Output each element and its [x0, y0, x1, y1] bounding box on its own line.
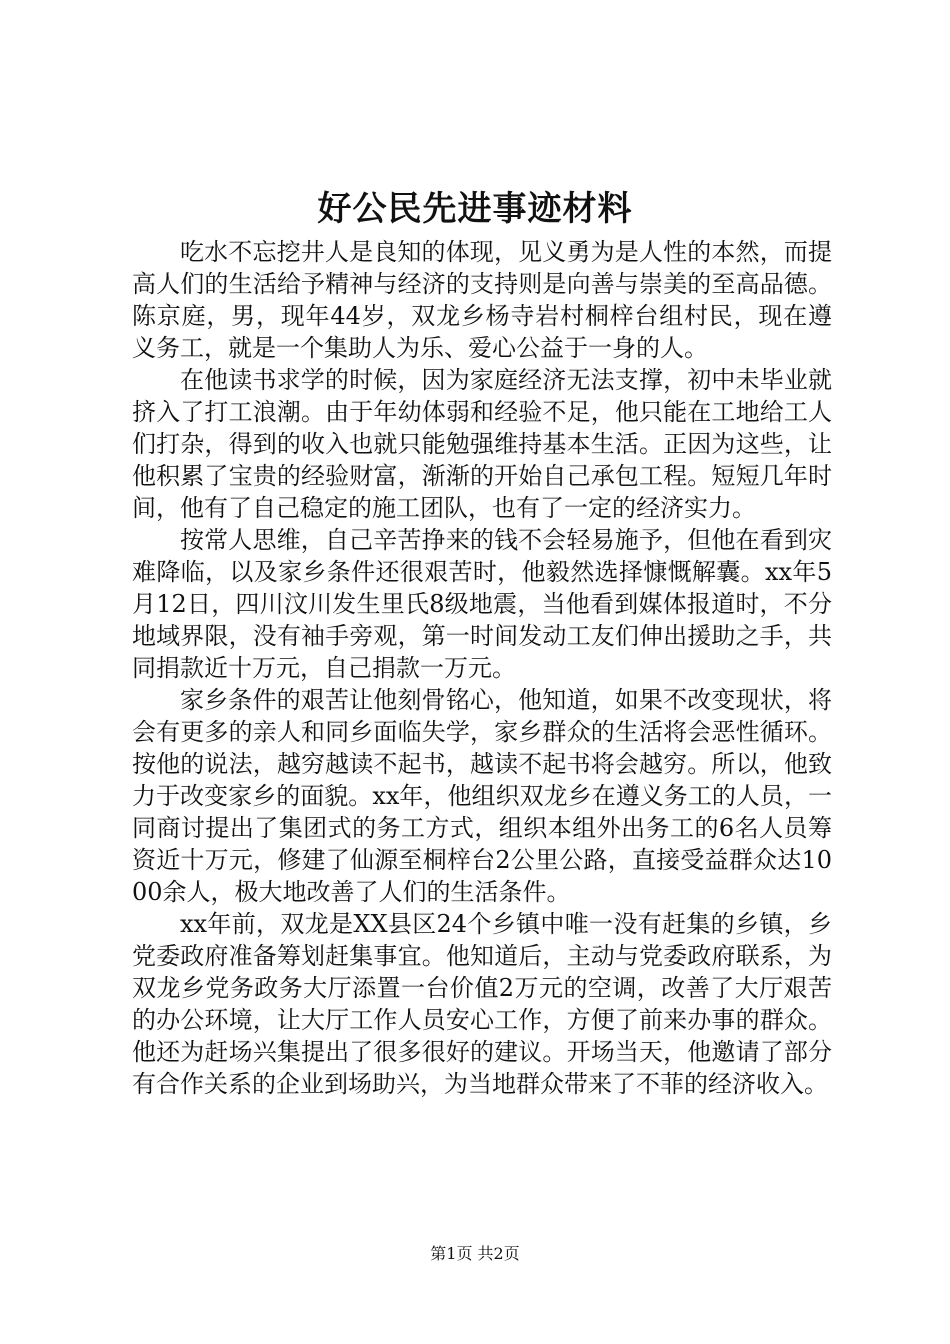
- paragraph: 吃水不忘挖井人是良知的体现，见义勇为是人性的本然，而提高人们的生活给予精神与经济的支持则是向善与崇美的至高品德。陈京庭，男，现年44岁，双龙乡杨寺岩村桐梓台组村民，现在遵义务工，就是一个集助人为乐、爱心公益于一身的人。: [132, 238, 832, 362]
- paragraph: 按常人思维，自己辛苦挣来的钱不会轻易施予，但他在看到灾难降临，以及家乡条件还很艰苦时，他毅然选择慷慨解囊。xx年5月12日，四川汶川发生里氏8级地震，当他看到媒体报道时，不分地域界限，没有袖手旁观，第一时间发动工友们伸出援助之手，共同捐款近十万元，自己捐款一万元。: [132, 526, 832, 682]
- paragraph: 在他读书求学的时候，因为家庭经济无法支撑，初中未毕业就挤入了打工浪潮。由于年幼体弱和经验不足，他只能在工地给工人们打杂，得到的收入也就只能勉强维持基本生活。正因为这些，让他积累了宝贵的经验财富，渐渐的开始自己承包工程。短短几年时间，他有了自己稳定的施工团队，也有了一定的经济实力。: [132, 366, 832, 522]
- paragraph: xx年前，双龙是XX县区24个乡镇中唯一没有赶集的乡镇，乡党委政府准备筹划赶集事宜。他知道后，主动与党委政府联系，为双龙乡党务政务大厅添置一台价值2万元的空调，改善了大厅艰苦的办公环境，让大厅工作人员安心工作，方便了前来办事的群众。他还为赶场兴集提出了很多很好的建议。开场当天，他邀请了部分有合作关系的企业到场助兴，为当地群众带来了不菲的经济收入。: [132, 910, 832, 1098]
- page-number: 第1页 共2页: [430, 1244, 520, 1263]
- paragraph: 家乡条件的艰苦让他刻骨铭心，他知道，如果不改变现状，将会有更多的亲人和同乡面临失学，家乡群众的生活将会恶性循环。按他的说法，越穷越读不起书，越读不起书将会越穷。所以，他致力于改变家乡的面貌。xx年，他组织双龙乡在遵义务工的人员，一同商讨提出了集团式的务工方式，组织本组外出务工的6名人员筹资近十万元，修建了仙源至桐梓台2公里公路，直接受益群众达1000余人，极大地改善了人们的生活条件。: [132, 686, 832, 906]
- document-title: 好公民先进事迹材料: [317, 189, 633, 229]
- document-body: [132, 236, 832, 1100]
